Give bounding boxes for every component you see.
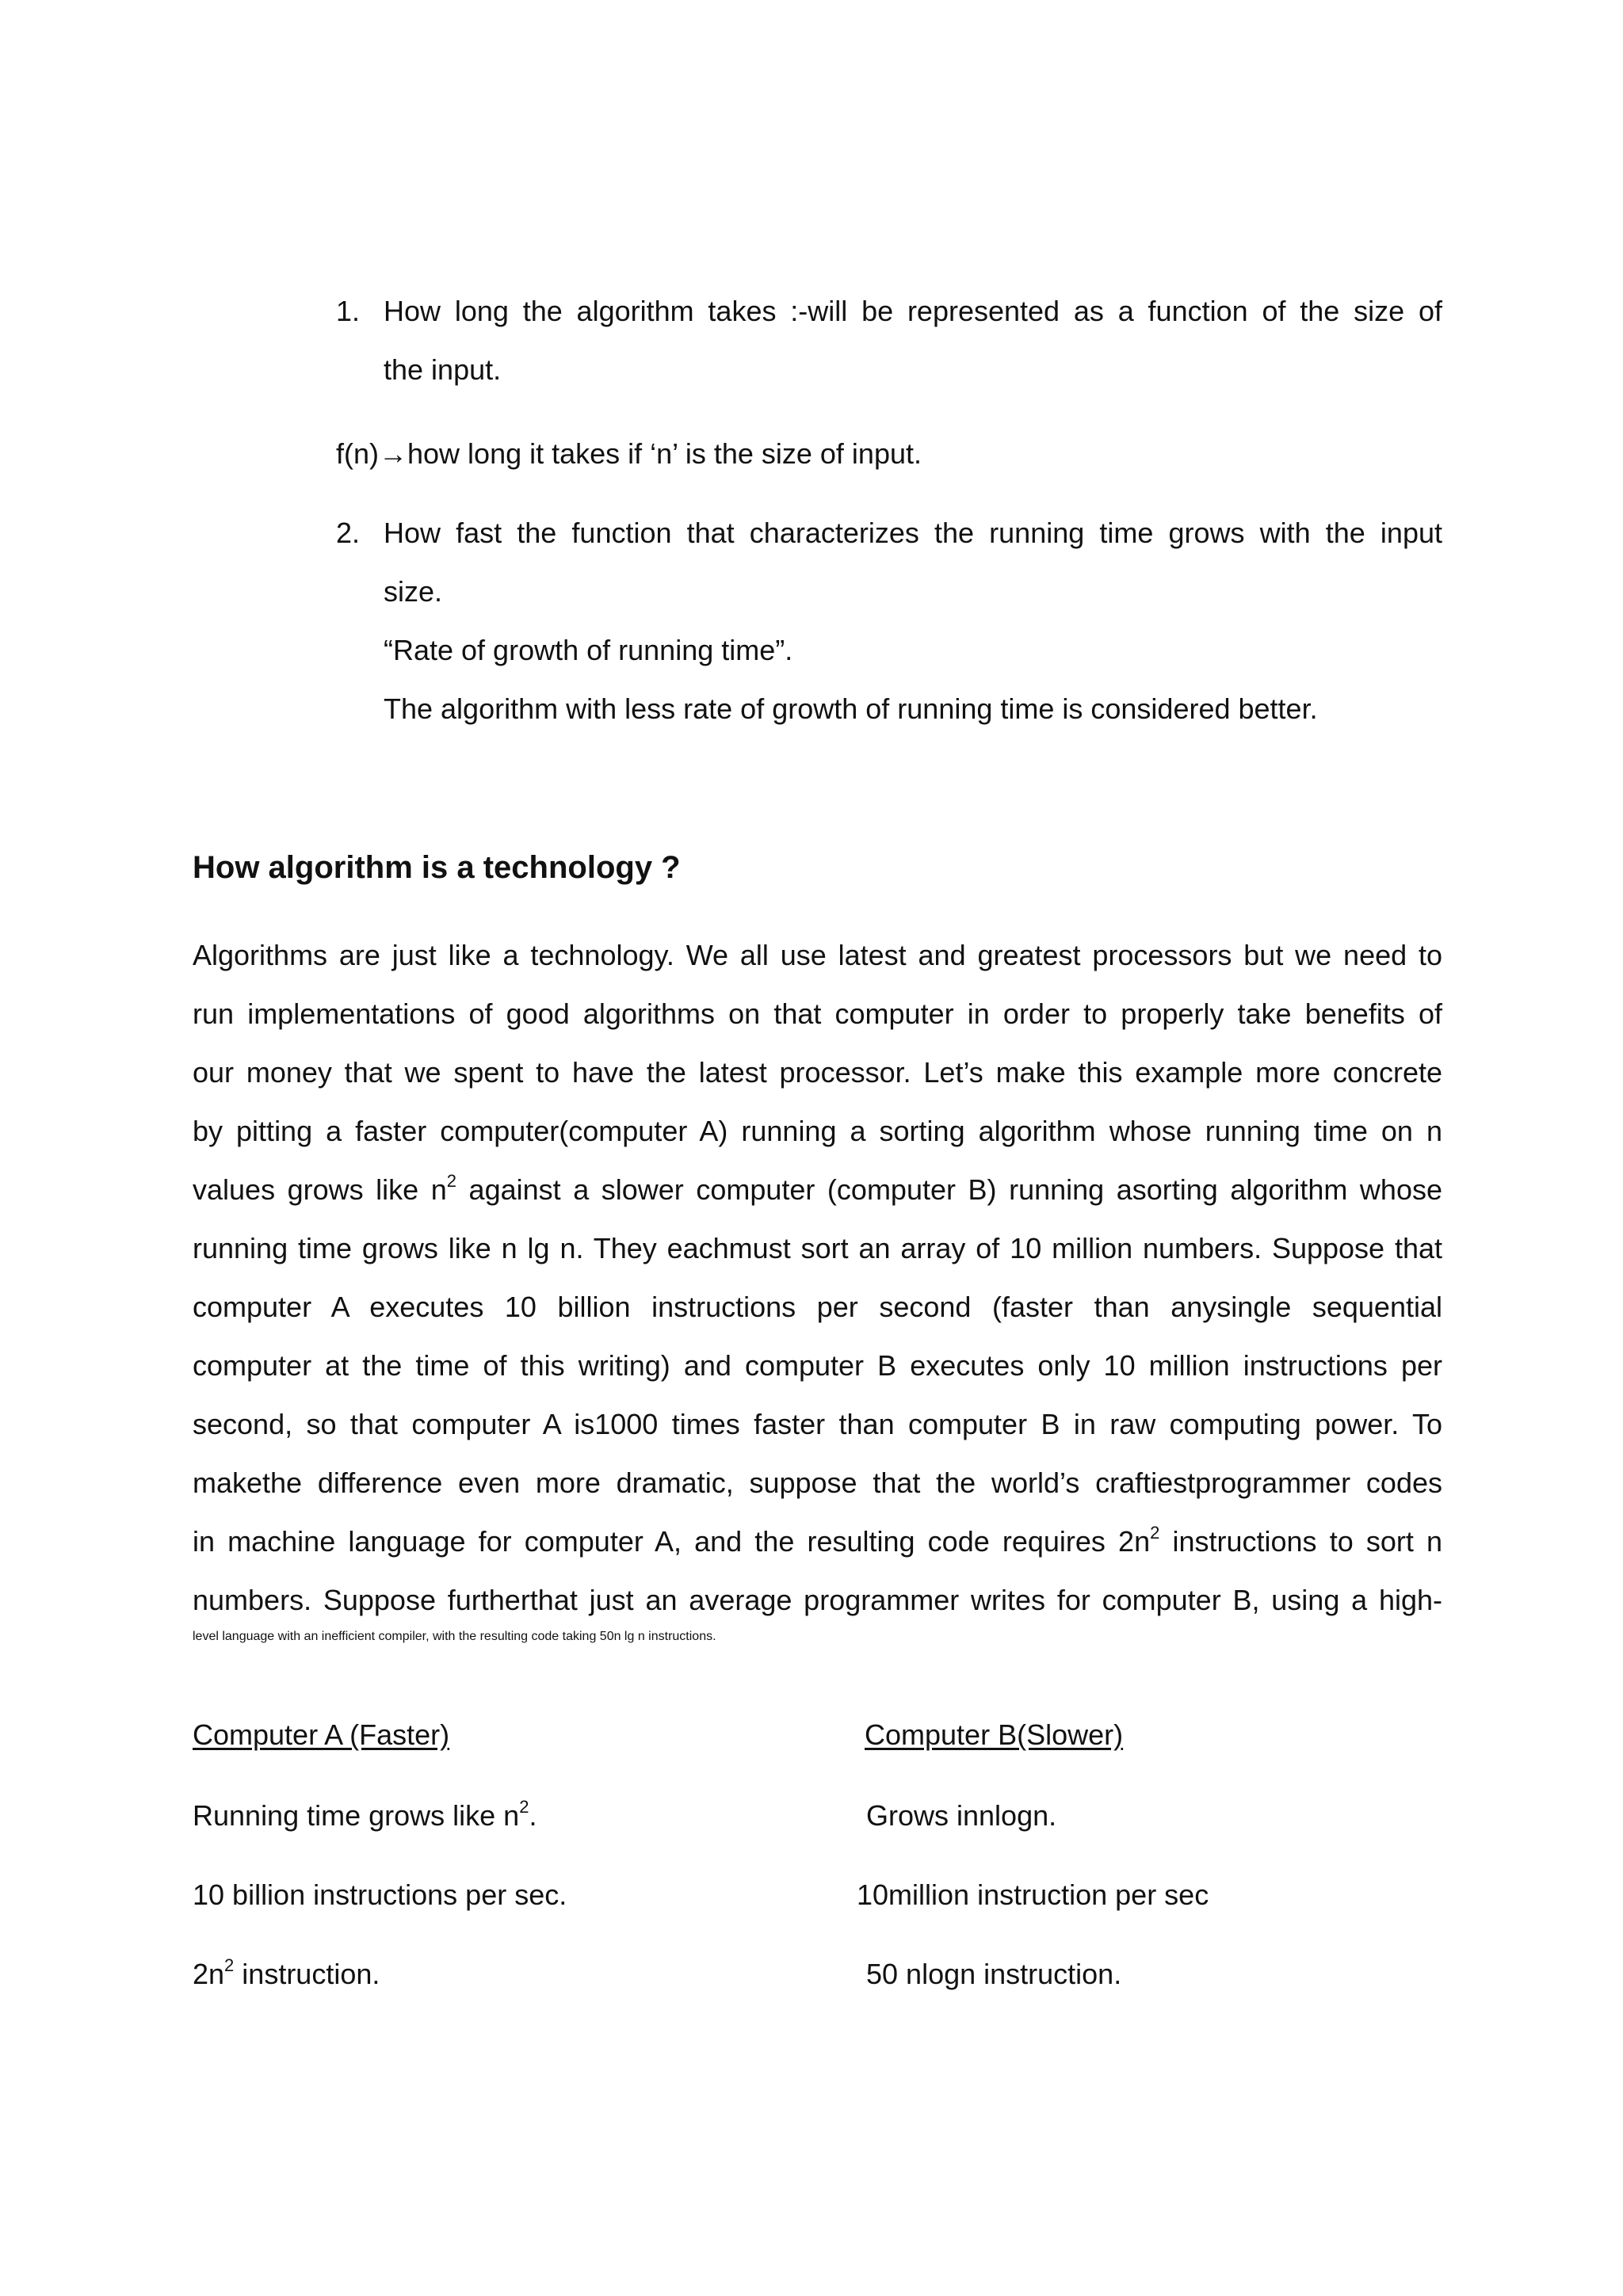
paragraph-line-1: Algorithms are just like a technology. We all use latest and greatest processors but we need to — [193, 939, 1442, 971]
section-paragraph — [193, 926, 1442, 1644]
computer-a-row-3 — [193, 1951, 380, 1998]
paragraph-line-6: running time grows like n lg n. They eachmust sort an array of 10 million numbers. Suppose that — [193, 1232, 1442, 1264]
superscript-2: 2 — [446, 1171, 457, 1191]
paragraph-line-5-tail: against a slower computer (computer B) running asorting algorithm whose — [456, 1173, 1442, 1206]
paragraph-line-9: second, so that computer A is1000 times faster than computer B in raw computing power. To — [193, 1408, 1442, 1440]
paragraph-line-3: our money that we spent to have the latest processor. Let’s make this example more concrete — [193, 1056, 1442, 1089]
computer-a-row-1-tail: . — [529, 1799, 537, 1832]
paragraph-line-5-head: values grows like n — [193, 1173, 447, 1206]
list-item-2-line-3: “Rate of growth of running time”. — [384, 634, 793, 666]
list-item-2-line-2: size. — [384, 575, 443, 608]
computer-b-row-1: Grows innlogn. — [866, 1799, 1057, 1832]
computer-b-row-2: 10million instruction per sec — [857, 1878, 1209, 1911]
list-item-1-line-1: How long the algorithm takes :-will be represented as a function of the size of — [384, 295, 1442, 327]
computer-b-row-3: 50 nlogn instruction. — [866, 1958, 1122, 1990]
superscript-2: 2 — [224, 1955, 235, 1975]
superscript-2: 2 — [1150, 1523, 1160, 1543]
computer-a-row-3-text: 2n — [193, 1958, 225, 1990]
computer-a-row-1-text: Running time grows like n — [193, 1799, 520, 1832]
paragraph-line-5 — [193, 1161, 1442, 1219]
paragraph-line-11-head: in machine language for computer A, and the resulting code requires 2n — [193, 1525, 1151, 1558]
function-definition-line: f(n)→how long it takes if ‘n’ is the size of input. — [336, 437, 922, 470]
paragraph-line-11 — [193, 1512, 1442, 1571]
list-number-1: 1. — [336, 295, 361, 327]
computer-a-row-3-tail: instruction. — [234, 1958, 380, 1990]
paragraph-line-8: computer at the time of this writing) and computer B executes only 10 million instructions per — [193, 1349, 1442, 1382]
list-item-2-line-4: The algorithm with less rate of growth of running time is considered better. — [384, 692, 1318, 725]
superscript-2: 2 — [519, 1797, 529, 1817]
paragraph-line-11-tail: instructions to sort n — [1159, 1525, 1443, 1558]
computer-b-header: Computer B(Slower) — [865, 1718, 1124, 1751]
paragraph-line-2: run implementations of good algorithms on that computer in order to properly take benefits of — [193, 997, 1442, 1030]
list-item-2-line-1: How fast the function that characterizes the running time grows with the input — [384, 517, 1442, 549]
section-heading: How algorithm is a technology ? — [193, 850, 681, 885]
computer-a-row-1 — [193, 1792, 537, 1840]
paragraph-line-7: computer A executes 10 billion instructions per second (faster than anysingle sequential — [193, 1291, 1442, 1323]
computer-a-header: Computer A (Faster) — [193, 1718, 450, 1751]
paragraph-line-4: by pitting a faster computer(computer A) running a sorting algorithm whose running time on n — [193, 1115, 1442, 1147]
paragraph-line-10: makethe difference even more dramatic, suppose that the world’s craftiestprogrammer codes — [193, 1466, 1442, 1499]
list-item-1-line-2: the input. — [384, 353, 502, 386]
paragraph-line-12: numbers. Suppose furtherthat just an average programmer writes for computer B, using a high- — [193, 1584, 1442, 1616]
list-number-2: 2. — [336, 517, 361, 549]
computer-a-row-2: 10 billion instructions per sec. — [193, 1878, 567, 1911]
paragraph-line-13: level language with an inefficient compiler, with the resulting code taking 50n lg n instructions. — [193, 1630, 716, 1643]
